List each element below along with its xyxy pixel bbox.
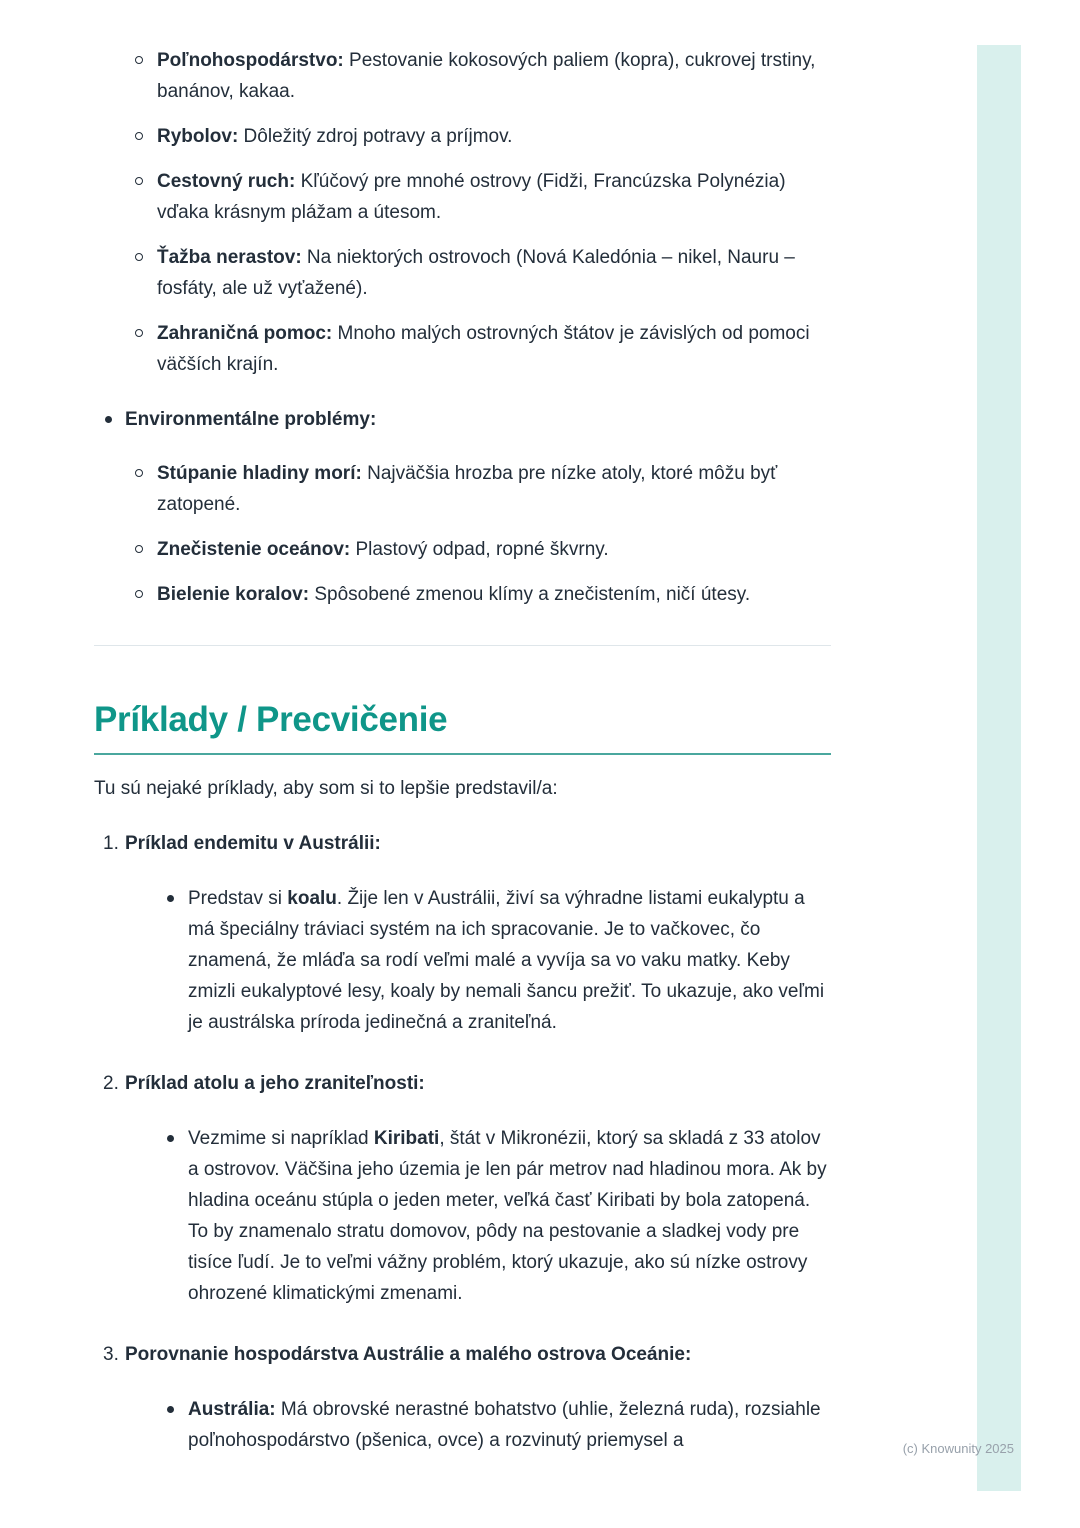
list-item-body: Najväčšia hrozba pre nízke atoly, ktoré môžu byť zatopené. (157, 463, 778, 515)
hollow-bullet-icon (135, 56, 143, 64)
hollow-bullet-icon (135, 177, 143, 185)
example-item (94, 1339, 831, 1456)
hollow-bullet-icon (135, 253, 143, 261)
list-item-term: Znečistenie oceánov: (157, 539, 351, 560)
list-item-term: Kiribati (373, 1128, 440, 1149)
list-item-text (188, 1123, 831, 1309)
list-item-text (157, 166, 831, 228)
section-divider (94, 645, 831, 646)
example-title: Príklad endemitu v Austrálii: (125, 833, 381, 854)
list-item-text (157, 579, 831, 610)
list-item (125, 1394, 831, 1456)
examples-list (94, 828, 831, 1486)
list-item-text (157, 242, 831, 304)
list-item (94, 121, 831, 152)
hollow-bullet-icon (135, 329, 143, 337)
list-item-text (157, 45, 831, 107)
list-item (94, 458, 831, 520)
list-item-term: Bielenie koralov: (157, 584, 310, 605)
disc-bullet-icon (167, 1135, 174, 1142)
example-title: Porovnanie hospodárstva Austrálie a malého ostrova Oceánie: (125, 1344, 692, 1365)
list-item-term: Zahraničná pomoc: (157, 323, 333, 344)
list-item-text (157, 121, 831, 152)
environment-title-text: Environmentálne problémy: (125, 409, 377, 430)
list-item-body: Má obrovské nerastné bohatstvo (uhlie, železná ruda), rozsiahle poľnohospodárstvo (pšenica, ovce) a rozvinutý priemysel a (188, 1399, 821, 1451)
disc-bullet-icon (167, 1406, 174, 1413)
document-content (94, 0, 831, 1486)
list-item-term: Ťažba nerastov: (157, 247, 302, 268)
list-item (94, 166, 831, 228)
economy-list (94, 45, 831, 394)
list-item-body: Dôležitý zdroj potravy a príjmov. (238, 126, 513, 147)
example-bullets (125, 883, 831, 1038)
list-item (125, 883, 831, 1038)
list-item (94, 318, 831, 380)
list-item-term: Stúpanie hladiny morí: (157, 463, 362, 484)
example-number: 1. (103, 833, 119, 854)
list-item-body: Spôsobené zmenou klímy a znečistením, ničí útesy. (309, 584, 751, 605)
list-item-body: Predstav si (188, 888, 288, 909)
hollow-bullet-icon (135, 545, 143, 553)
list-item-body: Kľúčový pre mnohé ostrovy (Fidži, Francúzska Polynézia) vďaka krásnym plážam a útesom. (157, 171, 786, 223)
list-item-body: . Žije len v Austrálii, živí sa výhradne listami eukalyptu a má špeciálny tráviaci systém na ich spracovanie. Je to vačkovec, čo znamená, že mláďa sa rodí veľmi malé a vyvíja sa vo vaku matky. Keby zmizli eukalyptové lesy, koaly by nemali šancu prežiť. To ukazuje, ako veľmi je austrálska príroda jedinečná a zraniteľná. (188, 888, 825, 1033)
hollow-bullet-icon (135, 132, 143, 140)
hollow-bullet-icon (135, 590, 143, 598)
section-heading: Príklady / Precvičenie (94, 700, 448, 739)
example-item (94, 828, 831, 1038)
list-item (94, 45, 831, 107)
list-item (94, 534, 831, 565)
example-title: Príklad atolu a jeho zraniteľnosti: (125, 1073, 425, 1094)
list-item-body: Vezmime si napríklad (188, 1128, 374, 1149)
list-item-body: , štát v Mikronézii, ktorý sa skladá z 33 atolov a ostrovov. Väčšina jeho územia je len pár metrov nad hladinou mora. Ak by hladina oceánu stúpla o jeden meter, veľká časť Kiribati by bola zatopená. To by znamenalo stratu domovov, pôdy na pestovanie a sladkej vody pre tisíce ľudí. Je to veľmi vážny problém, ktorý ukazuje, ako sú nízke ostrovy ohrozené klimatickými zmenami. (188, 1128, 827, 1304)
list-item-body: Mnoho malých ostrovných štátov je závislých od pomoci väčších krajín. (157, 323, 810, 375)
environment-list (94, 458, 831, 624)
example-number: 2. (103, 1073, 119, 1094)
disc-bullet-icon (105, 416, 112, 423)
list-item-text (157, 534, 831, 565)
list-item-text (188, 1394, 831, 1456)
list-item-term: Rybolov: (157, 126, 239, 147)
section-intro: Tu sú nejaké príklady, aby som si to lepšie predstavil/a: (94, 778, 558, 799)
list-item (125, 1123, 831, 1309)
list-item (94, 242, 831, 304)
copyright-watermark: (c) Knowunity 2025 (902, 1441, 1014, 1456)
environment-title (125, 404, 831, 435)
list-item-text (188, 883, 831, 1038)
hollow-bullet-icon (135, 469, 143, 477)
list-item-body: Na niektorých ostrovoch (Nová Kaledónia – nikel, Nauru – fosfáty, ale už vyťažené). (157, 247, 795, 299)
list-item (94, 579, 831, 610)
right-edge-stripe (977, 45, 1021, 1491)
disc-bullet-icon (167, 895, 174, 902)
list-item-text (157, 458, 831, 520)
list-item-term: Poľnohospodárstvo: (157, 50, 344, 71)
list-item-term: Austrália: (188, 1399, 276, 1420)
example-item (94, 1068, 831, 1309)
list-item-body: Plastový odpad, ropné škvrny. (350, 539, 609, 560)
list-item-text (157, 318, 831, 380)
list-item-body: Pestovanie kokosových paliem (kopra), cukrovej trstiny, banánov, kakaa. (157, 50, 816, 102)
example-number: 3. (103, 1344, 119, 1365)
list-item-term: Cestovný ruch: (157, 171, 296, 192)
example-bullets (125, 1394, 831, 1456)
example-bullets (125, 1123, 831, 1309)
heading-underline (94, 753, 831, 755)
list-item-term: koalu (287, 888, 337, 909)
environment-heading-item (94, 404, 831, 435)
